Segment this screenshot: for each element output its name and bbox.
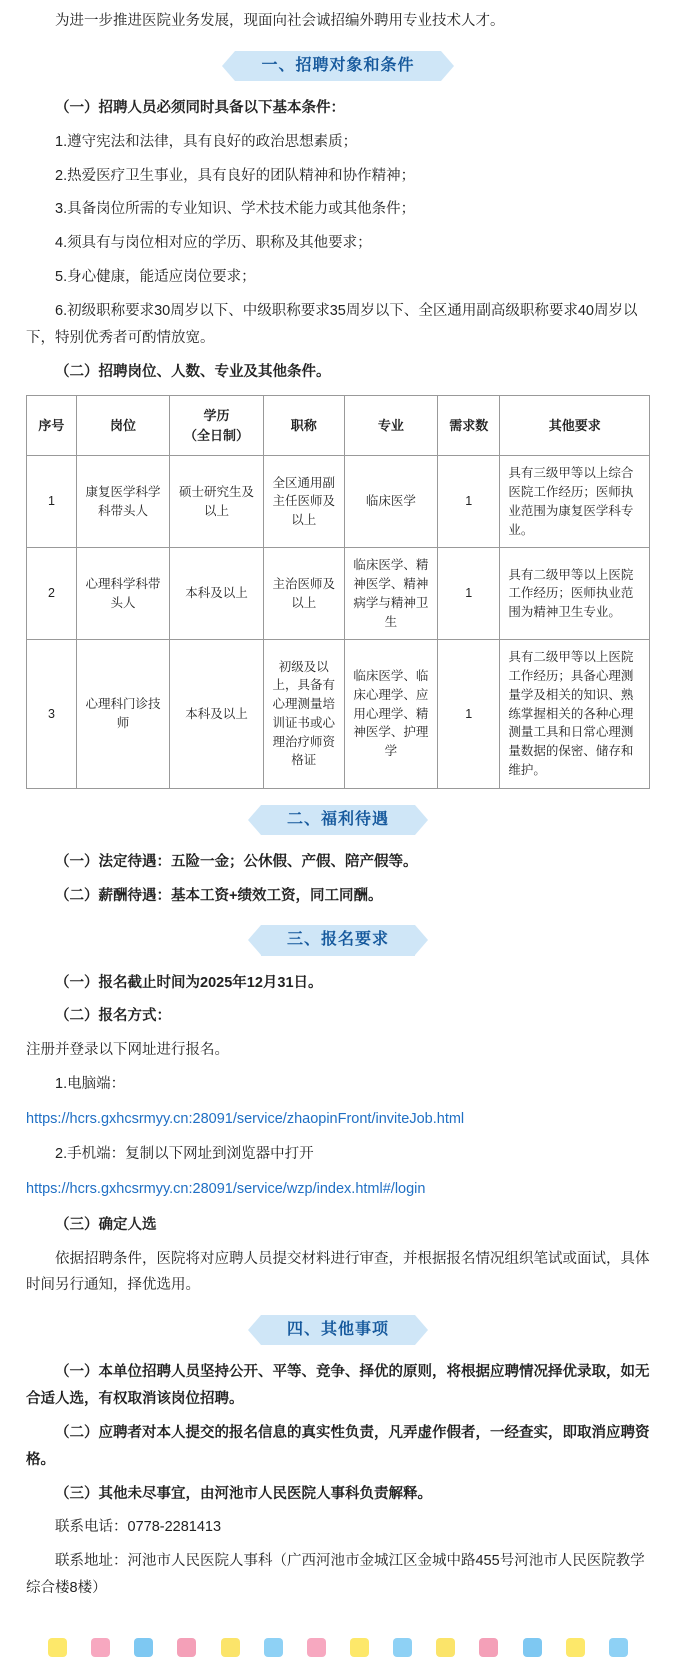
decor-chip-icon <box>523 1638 542 1657</box>
section-banner-3 <box>26 925 650 955</box>
cell-title: 初级及以上，具备有心理测量培训证书或心理治疗师资格证 <box>263 640 344 788</box>
decor-chip-icon <box>307 1638 326 1657</box>
section-title-3: 三、报名要求 <box>261 925 415 955</box>
cell-education: 硕士研究生及以上 <box>170 456 263 548</box>
registration-url-mobile[interactable]: https://hcrs.gxhcsrmyy.cn:28091/service/wzp/index.html#/login <box>26 1181 426 1198</box>
banner-wing-left-icon <box>248 925 261 955</box>
section1-item-6: 6.初级职称要求30周岁以下、中级职称要求35周岁以下、全区通用副高级职称要求40周岁以下，特别优秀者可酌情放宽。 <box>26 302 638 346</box>
banner-wing-right-icon <box>441 51 454 81</box>
registration-url-pc[interactable]: https://hcrs.gxhcsrmyy.cn:28091/service/zhaopinFront/inviteJob.html <box>26 1110 465 1127</box>
decor-chip-icon <box>609 1638 628 1657</box>
table-header-major: 专业 <box>344 396 437 456</box>
section3-confirm-desc: 依据招聘条件，医院将对应聘人员提交材料进行审查，并根据报名情况组织笔试或面试，具体时间另行通知，择优选用。 <box>26 1250 650 1294</box>
section-banner-1 <box>26 51 650 81</box>
cell-title: 全区通用副主任医师及以上 <box>263 456 344 548</box>
decor-chip-icon <box>177 1638 196 1657</box>
decor-chip-icon <box>479 1638 498 1657</box>
cell-post: 心理科学科带头人 <box>76 548 169 640</box>
section-title-4: 四、其他事项 <box>261 1315 415 1345</box>
table-header-row <box>27 396 650 456</box>
decor-chip-icon <box>48 1638 67 1657</box>
section2-line-1: （一）法定待遇：五险一金；公休假、产假、陪产假等。 <box>55 853 418 870</box>
decor-chip-icon <box>221 1638 240 1657</box>
cell-number: 1 <box>438 640 500 788</box>
decor-chip-icon <box>436 1638 455 1657</box>
section1-sub1-title: （一）招聘人员必须同时具备以下基本条件： <box>55 100 345 116</box>
section4-item-3: （三）其他未尽事宜，由河池市人民医院人事科负责解释。 <box>55 1485 432 1502</box>
section4-item-2: （二）应聘者对本人提交的报名信息的真实性负责，凡弄虚作假者，一经查实，即取消应聘资格。 <box>26 1424 650 1468</box>
banner-wing-right-icon <box>415 805 428 835</box>
banner-wing-left-icon <box>248 805 261 835</box>
cell-no: 1 <box>27 456 77 548</box>
cell-post: 康复医学科学科带头人 <box>76 456 169 548</box>
section3-confirm-title: （三）确定人选 <box>55 1216 157 1233</box>
cell-number: 1 <box>438 548 500 640</box>
cell-education: 本科及以上 <box>170 548 263 640</box>
cell-education: 本科及以上 <box>170 640 263 788</box>
section1-item-3: 3.具备岗位所需的专业知识、学术技术能力或其他条件； <box>55 201 416 218</box>
section-title-2: 二、福利待遇 <box>261 805 415 835</box>
table-row <box>27 548 650 640</box>
decor-chip-icon <box>91 1638 110 1657</box>
banner-wing-right-icon <box>415 925 428 955</box>
section1-item-2: 2.热爱医疗卫生事业，具有良好的团队精神和协作精神； <box>55 167 416 184</box>
decor-chip-icon <box>566 1638 585 1657</box>
contact-phone: 联系电话：0778-2281413 <box>55 1519 222 1536</box>
decor-chip-icon <box>264 1638 283 1657</box>
banner-wing-left-icon <box>222 51 235 81</box>
table-row <box>27 640 650 788</box>
cell-other: 具有二级甲等以上医院工作经历；具备心理测量学及相关的知识、熟练掌握相关的各种心理测量工具和日常心理测量数据的保密、储存和维护。 <box>500 640 650 788</box>
section4-item-1: （一）本单位招聘人员坚持公开、平等、竞争、择优的原则，将根据应聘情况择优录取，如无合适人选，有权取消该岗位招聘。 <box>26 1364 650 1408</box>
cell-title: 主治医师及以上 <box>263 548 344 640</box>
contact-address: 联系地址：河池市人民医院人事科（广西河池市金城江区金城中路455号河池市人民医院教学综合楼8楼） <box>26 1553 645 1597</box>
cell-post: 心理科门诊技师 <box>76 640 169 788</box>
cell-major: 临床医学、精神医学、精神病学与精神卫生 <box>344 548 437 640</box>
table-row <box>27 456 650 548</box>
table-header-education-line2: （全日制） <box>183 427 249 443</box>
decor-chip-icon <box>350 1638 369 1657</box>
table-header-title: 职称 <box>263 396 344 456</box>
table-header-education-line1: 学历 <box>203 408 230 424</box>
footer-decoration <box>26 1628 650 1673</box>
cell-other: 具有三级甲等以上综合医院工作经历；医师执业范围为康复医学科专业。 <box>500 456 650 548</box>
intro-paragraph: 为进一步推进医院业务发展，现面向社会诚招编外聘用专业技术人才。 <box>55 13 505 29</box>
section-banner-2 <box>26 805 650 835</box>
section1-item-4: 4.须具有与岗位相对应的学历、职称及其他要求； <box>55 235 372 252</box>
cell-major: 临床医学 <box>344 456 437 548</box>
section-banner-4 <box>26 1315 650 1345</box>
table-header-education <box>170 396 263 456</box>
section1-sub2-title: （二）招聘岗位、人数、专业及其他条件。 <box>55 363 331 380</box>
cell-no: 3 <box>27 640 77 788</box>
section3-mobile-label: 2.手机端：复制以下网址到浏览器中打开 <box>55 1146 314 1163</box>
table-header-no: 序号 <box>27 396 77 456</box>
table-header-other: 其他要求 <box>500 396 650 456</box>
cell-other: 具有二级甲等以上医院工作经历；医师执业范围为精神卫生专业。 <box>500 548 650 640</box>
section3-way-desc: 注册并登录以下网址进行报名。 <box>26 1042 229 1059</box>
cell-number: 1 <box>438 456 500 548</box>
banner-wing-right-icon <box>415 1315 428 1345</box>
decor-chip-icon <box>393 1638 412 1657</box>
section3-way-title: （二）报名方式： <box>55 1008 171 1025</box>
section3-pc-label: 1.电脑端： <box>55 1076 126 1092</box>
table-header-post: 岗位 <box>76 396 169 456</box>
section1-item-5: 5.身心健康，能适应岗位要求； <box>55 269 256 286</box>
section-title-1: 一、招聘对象和条件 <box>235 51 440 81</box>
section3-deadline: （一）报名截止时间为2025年12月31日。 <box>55 974 323 991</box>
decor-chip-icon <box>134 1638 153 1657</box>
cell-major: 临床医学、临床心理学、应用心理学、精神医学、护理学 <box>344 640 437 788</box>
banner-wing-left-icon <box>248 1315 261 1345</box>
cell-no: 2 <box>27 548 77 640</box>
section2-line-2: （二）薪酬待遇：基本工资+绩效工资，同工同酬。 <box>55 887 383 904</box>
table-header-number: 需求数 <box>438 396 500 456</box>
section1-item-1: 1.遵守宪法和法律，具有良好的政治思想素质； <box>55 133 358 150</box>
recruitment-table <box>26 395 650 788</box>
